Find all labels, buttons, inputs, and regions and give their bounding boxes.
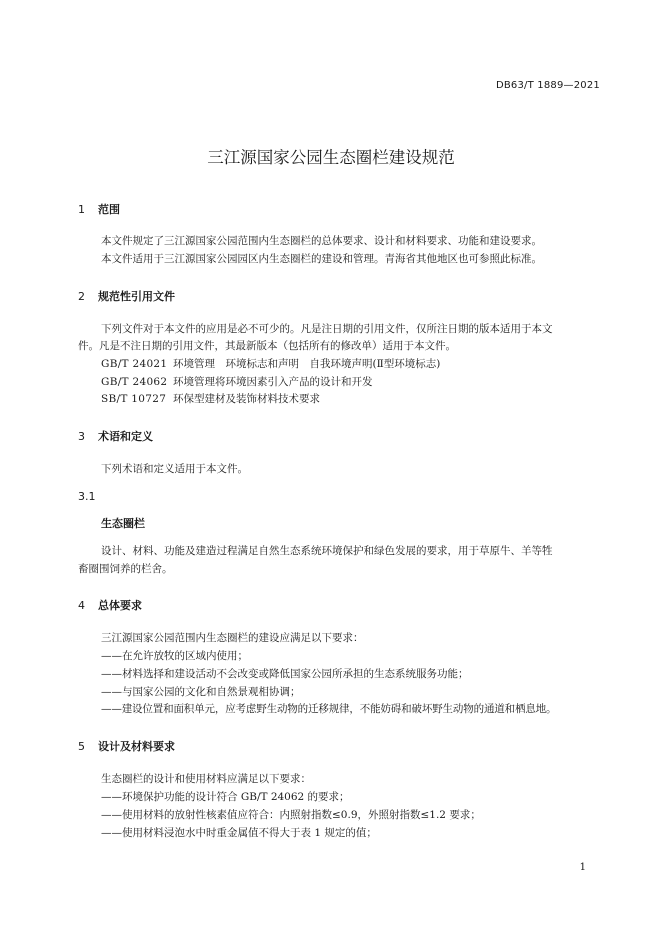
- list-item: ——材料选择和建设活动不会改变或降低国家公园所承担的生态系统服务功能；: [101, 668, 469, 680]
- section-number: 5: [78, 740, 85, 753]
- list-item: ——使用材料的放射性核素值应符合：内照射指数≤0.9，外照射指数≤1.2 要求；: [101, 809, 481, 821]
- section-title: 术语和定义: [98, 430, 153, 443]
- list-item: ——与国家公园的文化和自然景观相协调；: [101, 686, 301, 698]
- paragraph: 本文件规定了三江源国家公园范围内生态圈栏的总体要求、设计和材料要求、功能和建设要求。: [101, 235, 542, 247]
- section-title: 范围: [98, 203, 120, 216]
- reference-code: GB/T 24021: [101, 358, 168, 370]
- reference-item: [101, 373, 373, 391]
- list-item: ——在允许放牧的区域内使用；: [101, 650, 248, 662]
- section-title: 规范性引用文件: [98, 290, 175, 303]
- list-item: ——环境保护功能的设计符合 GB/T 24062 的要求；: [101, 791, 350, 803]
- page-number: 1: [579, 862, 586, 873]
- reference-title: 环保型建材及装饰材料技术要求: [173, 393, 320, 405]
- section-number: 4: [78, 599, 85, 612]
- paragraph: 下列文件对于本文件的应用是必不可少的。凡是注日期的引用文件，仅所注日期的版本适用于本文: [101, 323, 553, 335]
- reference-code: SB/T 10727: [101, 393, 167, 405]
- paragraph: 下列术语和定义适用于本文件。: [101, 463, 248, 475]
- section-number: 2: [78, 290, 85, 303]
- term-definition: 设计、材料、功能及建造过程满足自然生态系统环境保护和绿色发展的要求，用于草原牛、羊等牲: [101, 545, 553, 557]
- section-3-heading: [78, 428, 153, 444]
- reference-title: 环境管理 环境标志和声明 自我环境声明(Ⅱ型环境标志): [173, 358, 441, 370]
- reference-title: 环境管理将环境因素引入产品的设计和开发: [173, 376, 373, 388]
- section-title: 总体要求: [98, 599, 142, 612]
- section-4-heading: [78, 597, 142, 613]
- reference-item: [101, 355, 440, 373]
- section-number: 1: [78, 203, 85, 216]
- reference-item: [101, 390, 320, 408]
- list-item: ——建设位置和面积单元，应考虑野生动物的迁移规律，不能妨碍和破坏野生动物的通道和栖息地。: [101, 703, 557, 715]
- term-name: 生态圈栏: [101, 517, 145, 530]
- section-number: 3: [78, 430, 85, 443]
- document-title: 三江源国家公园生态圈栏建设规范: [207, 148, 455, 167]
- section-title: 设计及材料要求: [98, 740, 175, 753]
- section-2-heading: [78, 288, 175, 304]
- section-5-heading: [78, 738, 175, 754]
- reference-code: GB/T 24062: [101, 376, 168, 388]
- list-item: ——使用材料浸泡水中时重金属值不得大于表 1 规定的值；: [101, 827, 377, 839]
- paragraph: 本文件适用于三江源国家公园园区内生态圈栏的建设和管理。青海省其他地区也可参照此标准。: [101, 253, 542, 265]
- paragraph-continued: 件。凡是不注日期的引用文件，其最新版本（包括所有的修改单）适用于本文件。: [78, 340, 456, 352]
- term-number: 3.1: [78, 490, 96, 503]
- paragraph: 生态圈栏的设计和使用材料应满足以下要求：: [101, 773, 311, 785]
- paragraph: 三江源国家公园范围内生态圈栏的建设应满足以下要求：: [101, 632, 364, 644]
- document-code: DB63/T 1889—2021: [495, 80, 600, 91]
- section-1-heading: [78, 201, 120, 217]
- term-definition-continued: 畜圈围饲养的栏舍。: [78, 563, 173, 575]
